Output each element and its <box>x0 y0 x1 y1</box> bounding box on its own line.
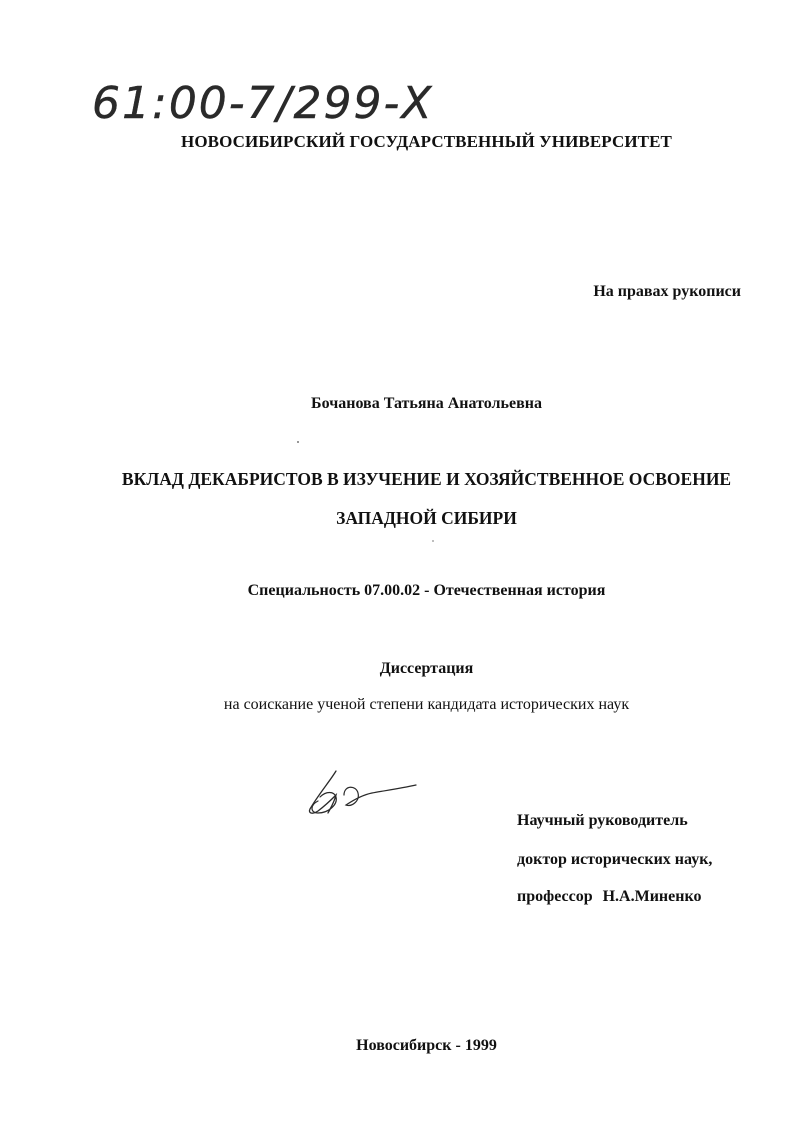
thesis-title-line-2: ЗАПАДНОЙ СИБИРИ <box>336 508 517 528</box>
supervisor-title-name <box>517 888 701 906</box>
document-type: Диссертация <box>379 660 474 677</box>
supervisor-title: профессор <box>517 888 593 905</box>
author-name: Бочанова Татьяна Анатольевна <box>311 395 542 412</box>
university-name: НОВОСИБИРСКИЙ ГОСУДАРСТВЕННЫЙ УНИВЕРСИТЕТ <box>181 132 672 151</box>
supervisor-degree: доктор исторических наук, <box>517 851 713 868</box>
speciality: Специальность 07.00.02 - Отечественная история <box>247 582 606 599</box>
manuscript-rights: На правах рукописи <box>593 283 741 300</box>
supervisor-name: Н.А.Миненко <box>602 888 702 905</box>
scan-speck <box>297 441 299 443</box>
handwritten-catalog-number <box>92 70 472 130</box>
degree-statement: на соискание ученой степени кандидата исторических наук <box>223 696 630 713</box>
thesis-title-line-1: ВКЛАД ДЕКАБРИСТОВ В ИЗУЧЕНИЕ И ХОЗЯЙСТВЕННОЕ ОСВОЕНИЕ <box>121 469 732 489</box>
supervisor-role: Научный руководитель <box>517 812 688 829</box>
signature <box>300 765 420 820</box>
catalog-number-text: 61:00-7/299-Х <box>92 78 434 129</box>
scan-speck <box>432 540 434 542</box>
city-year: Новосибирск - 1999 <box>356 1037 497 1054</box>
